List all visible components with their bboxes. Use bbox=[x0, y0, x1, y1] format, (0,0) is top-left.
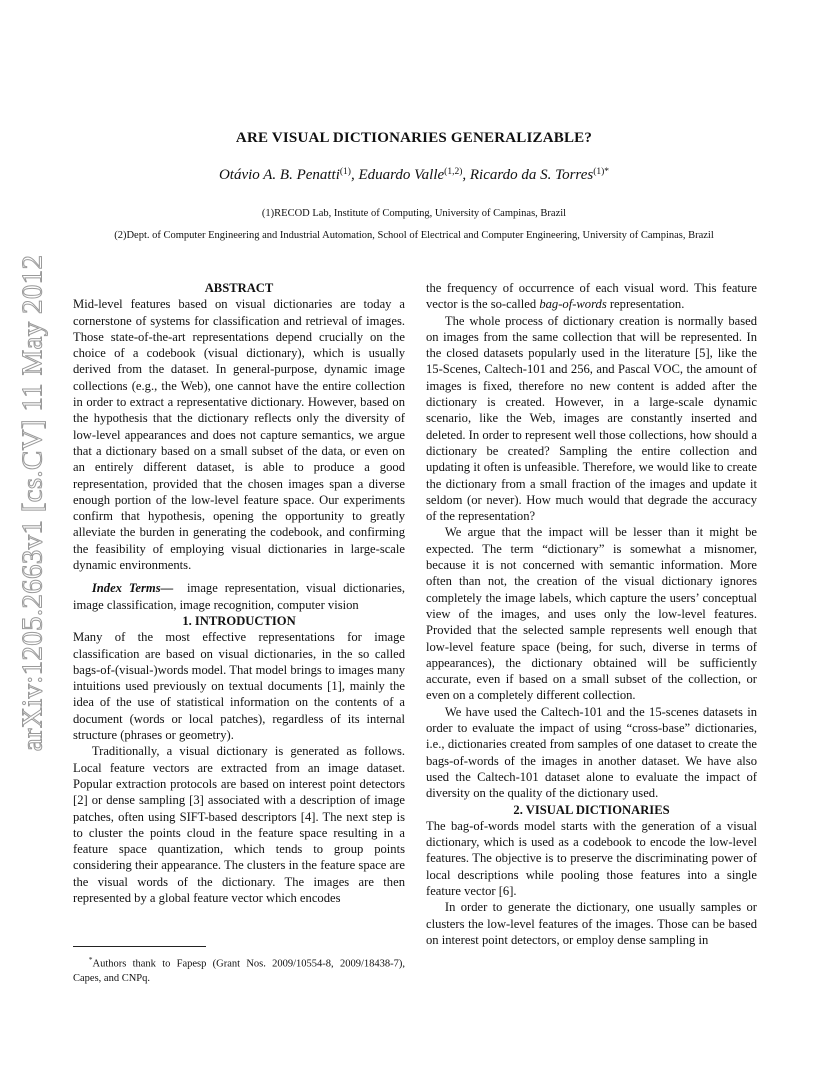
paragraph: Traditionally, a visual dictionary is generated as follows. Local feature vectors are extracted from an image dataset. Popular extraction protocols are based on interest point detectors [2] or dense sampling [3] associated with a description of image patches, often using SIFT-based descriptors [4]. The next step is to cluster the points cloud in the feature space resulting in a feature space quantization, which tends to group points considering their appearance. The clusters in the feature space are the visual words of the dictionary. The images are then represented by a global feature vector which encodes bbox=[73, 744, 405, 905]
paragraph: Many of the most effective representations for image classification are based on visual dictionaries, in the so called bags-of-(visual-)words model. That model brings to images many intuitions used previously on textual documents [1], mainly the idea of the use of statistical information on the contents of a document (words or local patches), regardless of its internal structure (phrases or geometry). bbox=[73, 630, 405, 743]
paragraph: The whole process of dictionary creation is normally based on images from the same collection that will be represented. In the closed datasets popularly used in the literature [5], like the 15-Scenes, Caltech-101 and 256, and Pascal VOC, the amount of images is fixed, therefore no new content is added after the dictionary is created. However, in a large-scale dynamic scenario, like the Web, images are constantly inserted and deleted. In order to represent well those collections, how should a dictionary be created? Sampling the entire collection and updating it often is unfeasible. Therefore, we would like to create the dictionary from a small fraction of the images and update it seldom (or never). How much would that degrade the accuracy of the representation? bbox=[426, 313, 757, 524]
author-name: Ricardo da S. Torres bbox=[469, 167, 594, 183]
section-heading-visual-dictionaries: 2. VISUAL DICTIONARIES bbox=[513, 802, 670, 817]
affiliation-1: (1)RECOD Lab, Institute of Computing, University of Campinas, Brazil bbox=[261, 208, 567, 219]
author-affiliation-mark: (1)* bbox=[593, 167, 610, 177]
left-column bbox=[73, 280, 405, 906]
footnote bbox=[73, 953, 405, 986]
index-terms-label: Index Terms— bbox=[91, 581, 174, 596]
section-heading-introduction: 1. INTRODUCTION bbox=[182, 613, 296, 628]
index-terms bbox=[73, 580, 405, 613]
arxiv-identifier bbox=[16, 254, 50, 752]
paragraph: We argue that the impact will be lesser than it might be expected. The term “dictionary” is somewhat a misnomer, because it is not concerned with semantic information. More often than not, the creation of the visual dictionary ignores completely the image labels, which capture the users’ conceptual view of the images, and uses only the low-level features. Provided that the selected sample represents well enough that low-level feature space (being, for such, diverse in terms of appearances), the dictionary obtained will be sufficiently accurate, even if based on a small subset of the collection, or even on a completely different collection. bbox=[426, 525, 757, 703]
right-column bbox=[426, 280, 757, 948]
abstract-heading: ABSTRACT bbox=[204, 281, 274, 295]
footnote-text: Authors thank to Fapesp (Grant Nos. 2009/10554-8, 2009/18438-7), Capes, and CNPq. bbox=[73, 958, 405, 984]
author-name: Otávio A. B. Penatti bbox=[218, 167, 340, 183]
emphasis-term: bag-of-words bbox=[539, 297, 607, 312]
paper-title: ARE VISUAL DICTIONARIES GENERALIZABLE? bbox=[235, 130, 593, 146]
paragraph-continuation: the frequency of occurrence of each visual word. This feature vector is the so-called bag-of-words representation. bbox=[426, 281, 757, 312]
abstract-text: Mid-level features based on visual dictionaries are today a cornerstone of systems for classification and retrieval of images. Those state-of-the-art representations depend crucially on the choice of a codebook (visual dictionary), which is usually derived from the dataset. In general-purpose, dynamic image collections (e.g., the Web), one cannot have the entire collection in order to extract a representative dictionary. However, based on the hypothesis that the dictionary reflects only the diversity of low-level appearances and does not capture semantics, we argue that a dictionary based on a small subset of the data, or even on an entirely different dataset, is able to produce a good representation, provided that the chosen images span a diverse enough portion of the low-level feature space. Our experiments confirm that hypothesis, opening the opportunity to greatly alleviate the burden in generating the codebook, and confirming the feasibility of employing visual dictionaries in large-scale dynamic environments. bbox=[73, 297, 405, 573]
footnote-rule bbox=[73, 946, 206, 947]
paragraph: In order to generate the dictionary, one usually samples or clusters the low-level features of the images. Those can be based on interest point detectors, or employ dense sampling in bbox=[426, 900, 757, 947]
paragraph: We have used the Caltech-101 and the 15-scenes datasets in order to evaluate the impact of using “cross-base” dictionaries, i.e., dictionaries created from samples of one dataset to create the bags-of-words of the images in another dataset. We have also used the Caltech-101 dataset alone to evaluate the impact of diversity on the quality of the dictionary used. bbox=[426, 704, 757, 801]
paragraph: The bag-of-words model starts with the generation of a visual dictionary, which is used as a codebook to encode the low-level features. The objective is to preserve the discriminating power of local descriptions while pooling those features into a single feature vector [6]. bbox=[426, 818, 757, 898]
arxiv-identifier-text: arXiv:1205.2663v1 [cs.CV] 11 May 2012 bbox=[16, 254, 49, 752]
footnote-mark: * bbox=[88, 955, 93, 964]
index-terms-text: image representation, visual dictionaries, image classification, image recognition, computer vision bbox=[73, 581, 406, 612]
author-affiliation-mark: (1) bbox=[339, 167, 351, 177]
affiliation-2: (2)Dept. of Computer Engineering and Industrial Automation, School of Electrical and Computer Engineering, University of Campinas, Brazil bbox=[114, 230, 714, 241]
author-affiliation-mark: (1,2) bbox=[444, 167, 463, 177]
author-name: Eduardo Valle bbox=[358, 167, 445, 183]
author-list: Otávio A. B. Penatti$^{(1)}$, Eduardo Valle$^{(1,2)}$, Ricardo da S. Torres$^{(1)*}$ bbox=[218, 167, 610, 183]
